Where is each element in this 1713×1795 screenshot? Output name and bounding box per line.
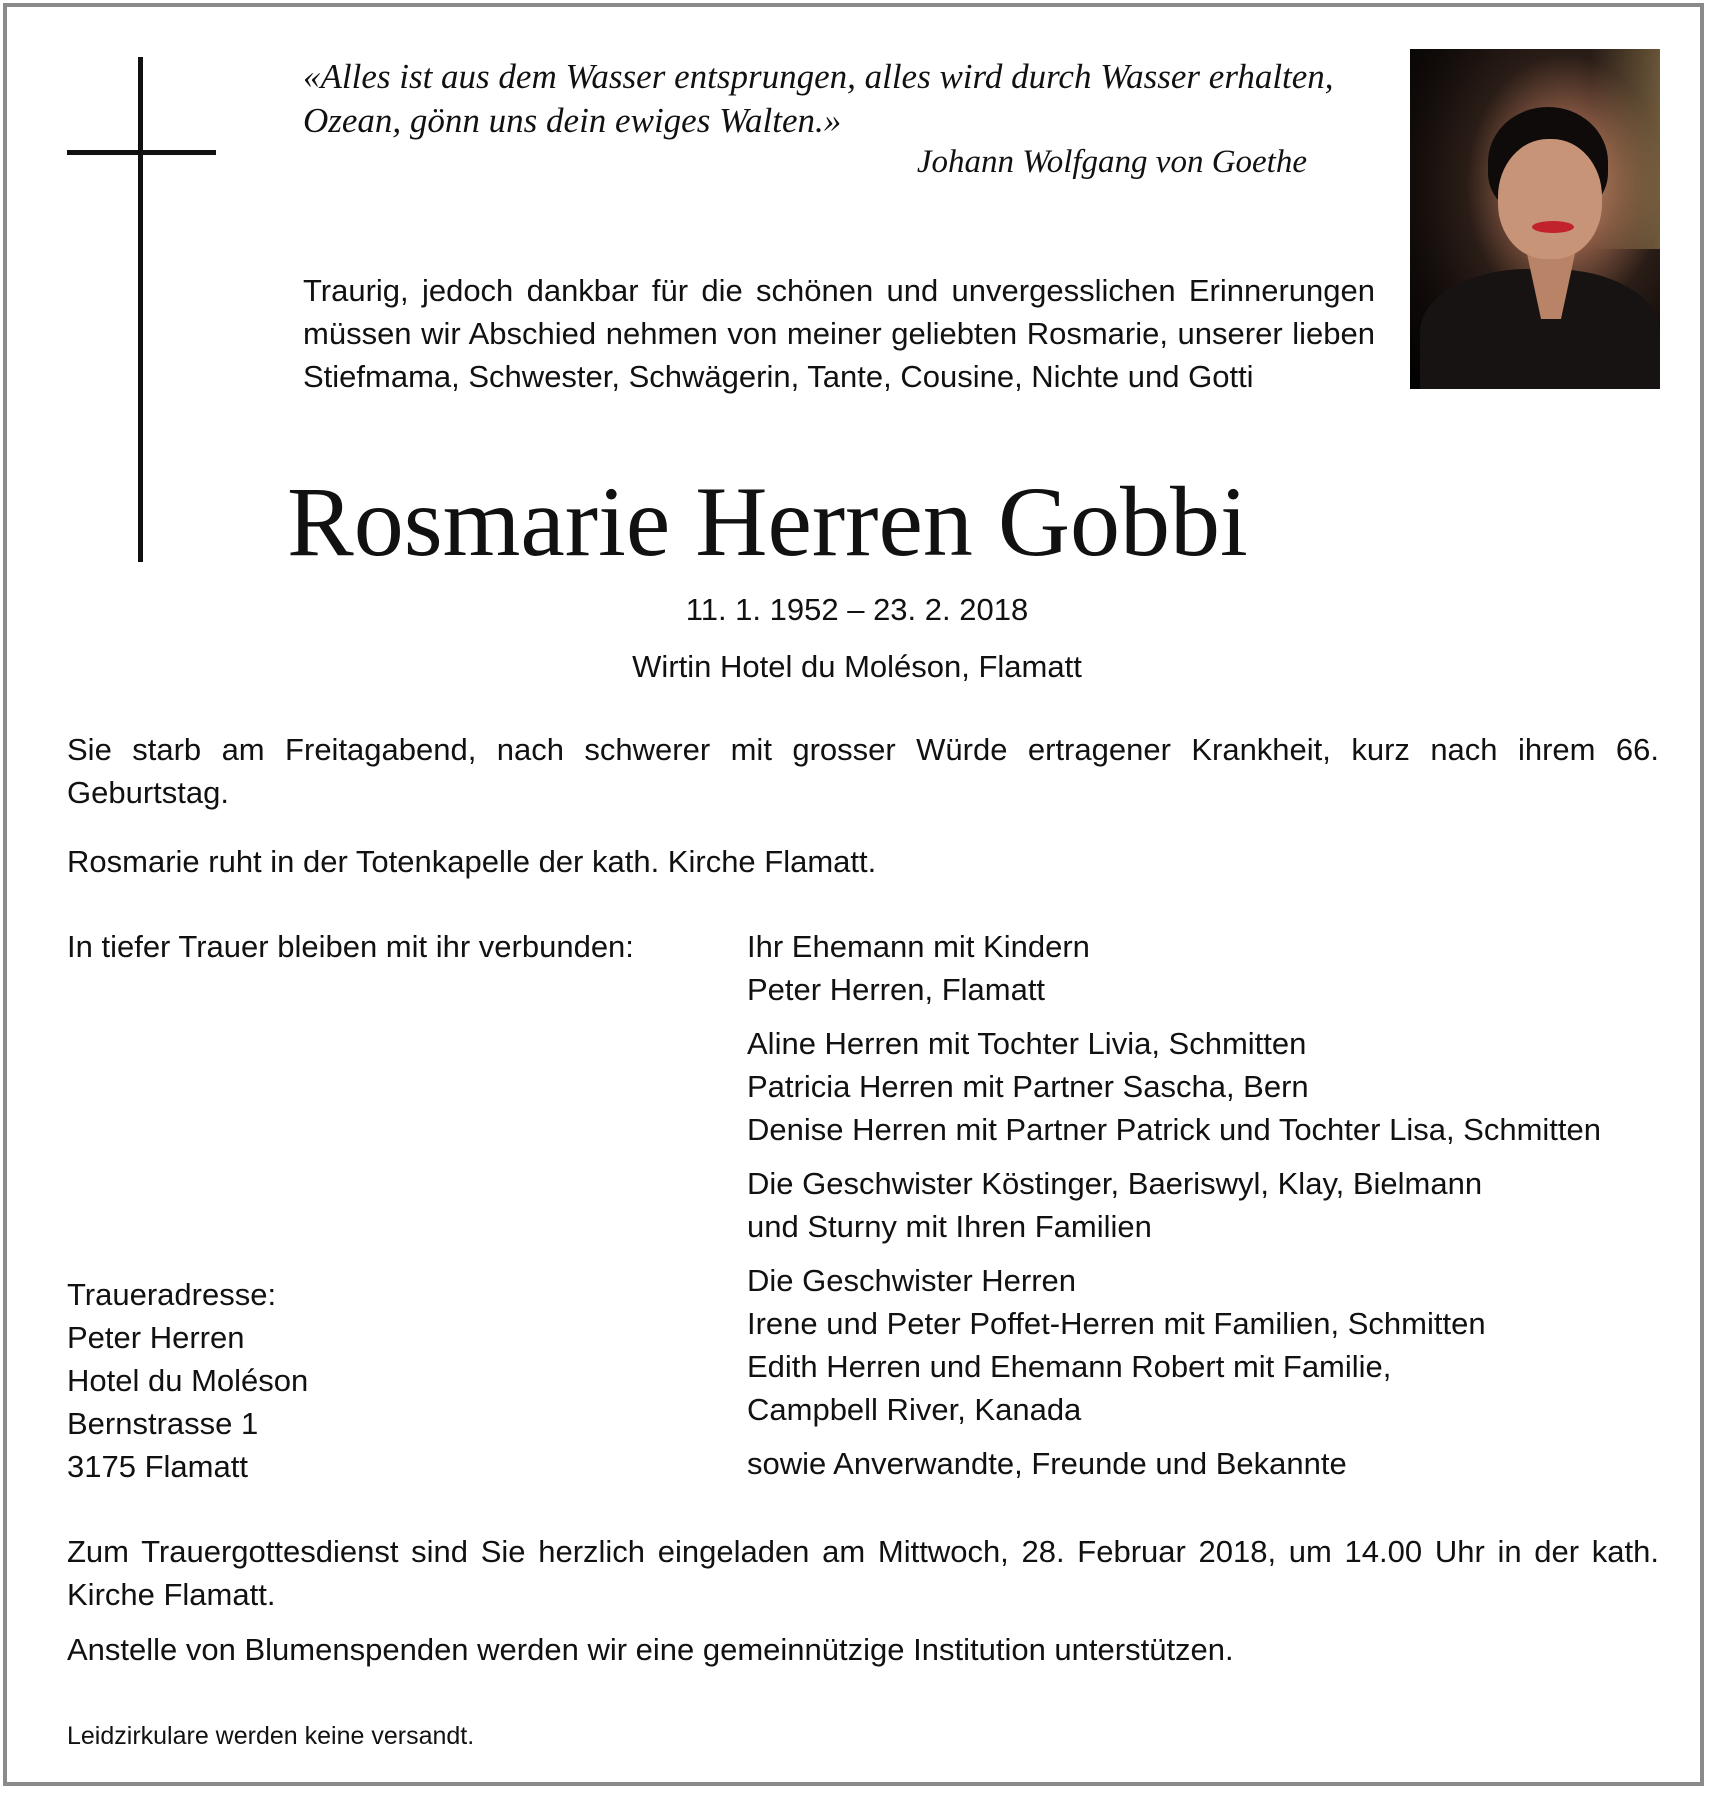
cross-icon bbox=[138, 57, 143, 562]
mourners-list bbox=[747, 925, 1677, 1496]
mourner-line: Denise Herren mit Partner Patrick und Tochter Lisa, Schmitten bbox=[747, 1112, 1602, 1147]
quote-line-1: «Alles ist aus dem Wasser entsprungen, alles wird durch Wasser erhalten, bbox=[303, 57, 1334, 96]
mourner-group bbox=[747, 1442, 1677, 1485]
mourner-line: und Sturny mit Ihren Familien bbox=[747, 1209, 1152, 1244]
address-line: Bernstrasse 1 bbox=[67, 1406, 259, 1441]
service-notice: Zum Trauergottesdienst sind Sie herzlich eingeladen am Mittwoch, 28. Februar 2018, um 14.00 Uhr in der kath. Kirche Flamatt. bbox=[67, 1534, 1659, 1612]
mourner-line: Irene und Peter Poffet-Herren mit Familien, Schmitten bbox=[747, 1306, 1486, 1341]
mourner-line: Campbell River, Kanada bbox=[747, 1392, 1082, 1427]
mourner-line: Aline Herren mit Tochter Livia, Schmitten bbox=[747, 1026, 1307, 1061]
quote-line-2: Ozean, gönn uns dein ewiges Walten.» bbox=[303, 101, 842, 140]
death-notice: Sie starb am Freitagabend, nach schwerer mit grosser Würde ertragener Krankheit, kurz nach ihrem 66. Geburtstag. bbox=[67, 732, 1659, 810]
intro-text: Traurig, jedoch dankbar für die schönen und unvergesslichen Erinnerungen müssen wir Abschied nehmen von meiner geliebten Rosmarie, unserer lieben Stiefmama, Schwester, Schwägerin, Tante, Cousine, Nichte und Gotti bbox=[303, 273, 1375, 394]
rest-notice: Rosmarie ruht in der Totenkapelle der kath. Kirche Flamatt. bbox=[67, 844, 877, 879]
mourner-line: Ihr Ehemann mit Kindern bbox=[747, 929, 1090, 964]
mourner-group bbox=[747, 1259, 1677, 1431]
address-line: Peter Herren bbox=[67, 1320, 245, 1355]
portrait-photo bbox=[1410, 49, 1660, 389]
mourner-line: Peter Herren, Flamatt bbox=[747, 972, 1046, 1007]
mourning-address bbox=[67, 1273, 308, 1488]
mourner-line: Edith Herren und Ehemann Robert mit Familie, bbox=[747, 1349, 1392, 1384]
mourner-line: sowie Anverwandte, Freunde und Bekannte bbox=[747, 1446, 1347, 1481]
occupation: Wirtin Hotel du Moléson, Flamatt bbox=[632, 649, 1082, 684]
life-dates: 11. 1. 1952 – 23. 2. 2018 bbox=[685, 592, 1029, 627]
mourner-group bbox=[747, 925, 1677, 1011]
mourner-line: Die Geschwister Herren bbox=[747, 1263, 1077, 1298]
mourners-label: In tiefer Trauer bleiben mit ihr verbunden: bbox=[67, 929, 634, 964]
mourner-group bbox=[747, 1022, 1677, 1151]
mourner-line: Patricia Herren mit Partner Sascha, Bern bbox=[747, 1069, 1309, 1104]
cross-icon-bar bbox=[67, 150, 216, 155]
mourner-group bbox=[747, 1162, 1677, 1248]
donation-notice: Anstelle von Blumenspenden werden wir eine gemeinnützige Institution unterstützen. bbox=[67, 1632, 1234, 1667]
address-line: Hotel du Moléson bbox=[67, 1363, 309, 1398]
address-label: Traueradresse: bbox=[67, 1277, 277, 1312]
quote-author: Johann Wolfgang von Goethe bbox=[916, 144, 1307, 180]
mourner-line: Die Geschwister Köstinger, Baeriswyl, Klay, Bielmann bbox=[747, 1166, 1483, 1201]
address-line: 3175 Flamatt bbox=[67, 1449, 248, 1484]
obituary-frame bbox=[3, 3, 1704, 1786]
footnote: Leidzirkulare werden keine versandt. bbox=[67, 1722, 475, 1750]
quote bbox=[303, 55, 1353, 143]
deceased-name: Rosmarie Herren Gobbi bbox=[287, 466, 1248, 577]
